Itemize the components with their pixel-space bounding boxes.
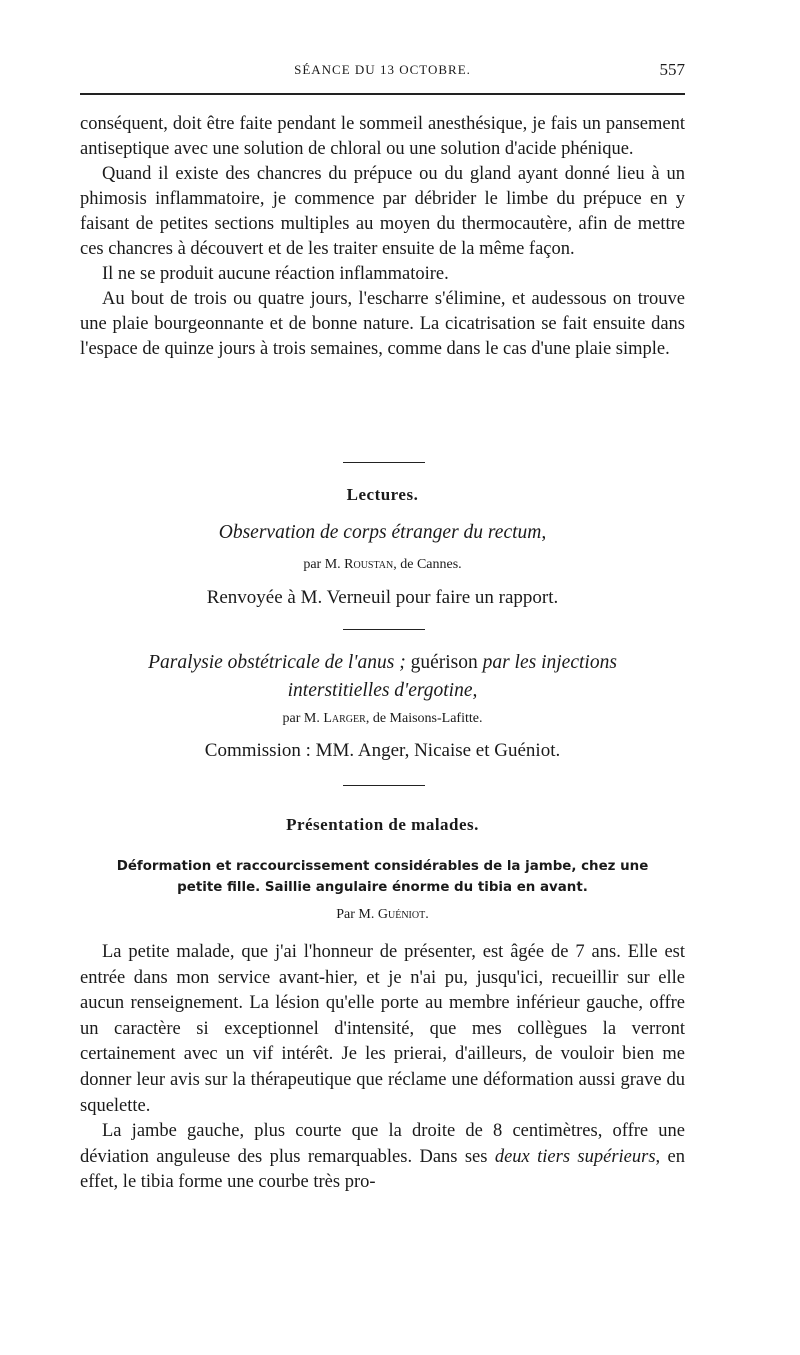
lecture-title-1: Observation de corps étranger du rectum, — [218, 522, 547, 543]
case-subtitle-line2: petite fille. Saillie angulaire énorme du tibia en avant. — [177, 880, 588, 895]
section-divider — [343, 629, 425, 630]
commission-line: Commission : MM. Anger, Nicaise et Guéniot. — [204, 740, 561, 761]
paragraph: Au bout de trois ou quatre jours, l'escharre s'élimine, et audessous on trouve une plaie bourgeonnante et de bonne nature. La cicatrisation se fait ensuite dans l'espace de quinze jours à trois semaines, comme dans le cas d'une plaie simple. — [80, 289, 685, 359]
running-head-title: SÉANCE DU 13 OCTOBRE. — [294, 62, 471, 77]
paragraph: Il ne se produit aucune réaction inflammatoire. — [102, 264, 449, 284]
byline-prefix: par M. — [303, 557, 345, 572]
lecture-byline-1 — [80, 557, 685, 573]
author-name: Roustan — [344, 557, 394, 572]
lecture-byline-2 — [80, 711, 685, 727]
running-head — [80, 60, 685, 86]
case-subtitle-line1: Déformation et raccourcissement considérables de la jambe, chez une — [116, 859, 649, 874]
paragraph: La petite malade, que j'ai l'honneur de présenter, est âgée de 7 ans. Elle est entrée dans mon service avant-hier, et je n'ai pu, jusqu'ici, recueillir sur elle aucun renseignement. La lésion qu'elle porte au membre inférieur gauche, offre un caractère si exceptionnel d'intensité, que mes collègues la verront certainement avec un vif intérêt. Je les prierai, d'ailleurs, de vouloir bien me donner leur avis sur la thérapeutique que réclame une déformation aussi grave du squelette. — [80, 942, 685, 1116]
paragraph: conséquent, doit être faite pendant le sommeil anesthésique, je fais un pansement antiseptique avec une solution de chloral ou une solution d'acide phénique. — [80, 114, 685, 159]
section-heading-presentation: Présentation de malades. — [286, 815, 479, 834]
author-place: , de Maisons-Lafitte. — [365, 711, 483, 726]
lecture-title-2-line2: interstitielles d'ergotine, — [287, 680, 478, 701]
paragraph — [80, 1119, 685, 1196]
byline-prefix: par M. — [282, 711, 324, 726]
author-suffix: . — [425, 907, 429, 922]
byline-prefix: Par M. — [336, 907, 378, 922]
page-number: 557 — [659, 60, 685, 79]
author-name: Larger — [323, 711, 366, 726]
lecture-title-2-line1 — [80, 652, 685, 674]
case-byline — [80, 907, 685, 923]
section-divider — [343, 785, 425, 786]
title-roman-part: guérison — [405, 652, 483, 673]
paragraph-text: La jambe gauche, plus courte que la droite de 8 centimètres, offre une déviation anguleuse des plus remarquables. Dans ses — [80, 1121, 685, 1167]
paragraph-emphasis: deux tiers supérieurs — [494, 1146, 656, 1167]
paragraph-text: , en effet, le tibia forme une courbe très pro- — [80, 1146, 685, 1193]
paragraph: Quand il existe des chancres du prépuce ou du gland ayant donné lieu à un phimosis inflammatoire, je commence par débrider le limbe du prépuce en y faisant de petites sections multiples au moyen du thermocautère, afin de mettre ces chancres à découvert et de les traiter ensuite de la même façon. — [80, 164, 685, 259]
author-place: , de Cannes. — [393, 557, 462, 572]
lecture-note-1: Renvoyée à M. Verneuil pour faire un rapport. — [206, 587, 559, 608]
author-name: Guéniot — [377, 907, 426, 922]
title-italic-part: par les injections — [482, 652, 617, 673]
title-italic-part: Paralysie obstétricale de l'anus ; — [148, 652, 406, 673]
section-divider — [343, 462, 425, 463]
case-subtitle — [80, 856, 685, 898]
section-heading-lectures: Lectures. — [346, 485, 419, 504]
body-text-top — [80, 112, 685, 362]
header-rule — [80, 93, 685, 95]
body-text-case — [80, 940, 685, 1196]
